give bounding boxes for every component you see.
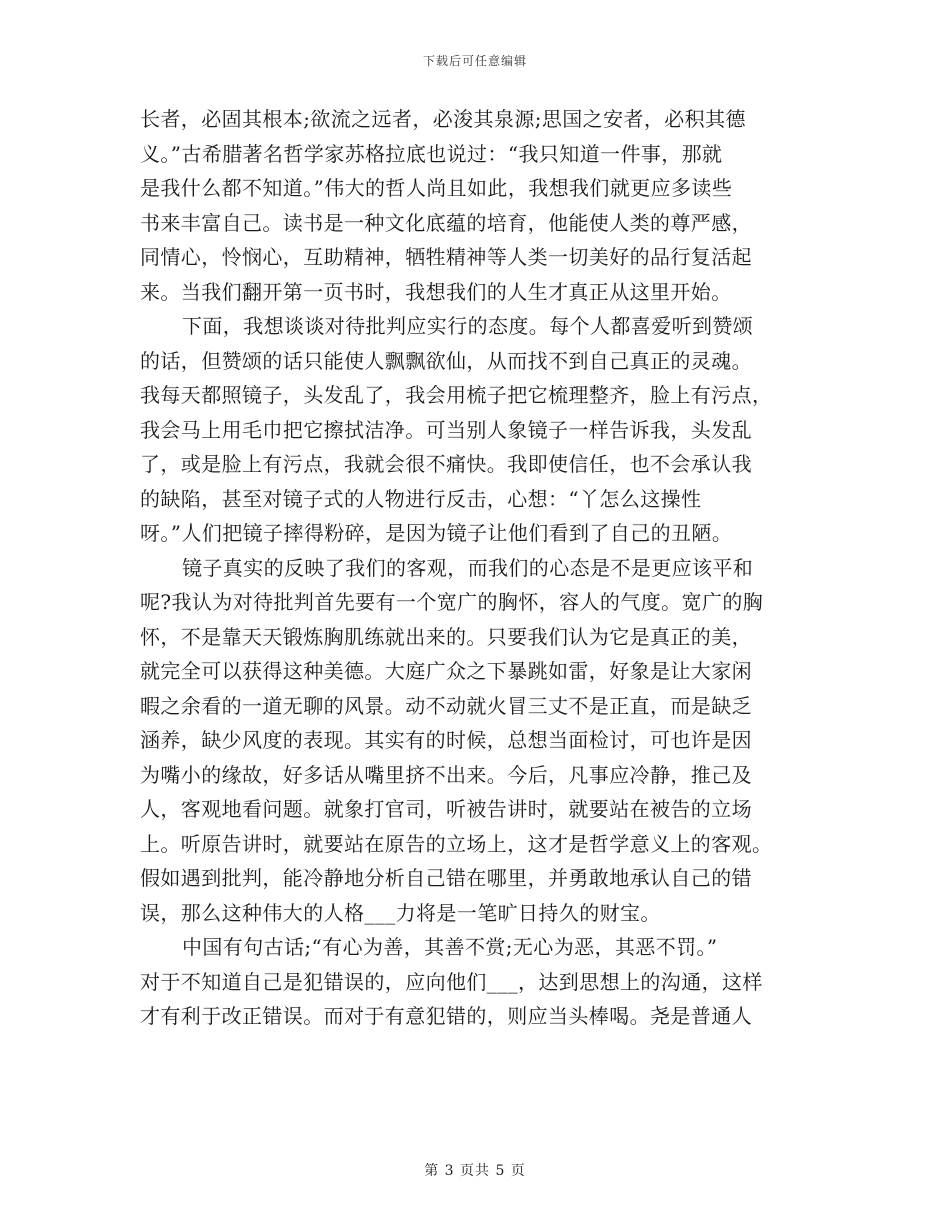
text-line: 才有利于改正错误。而对于有意犯错的，则应当头棒喝。尧是普通人 [140,1004,752,1028]
text-line: 上。听原告讲时，就要站在原告的立场上，这才是哲学意义上的客观。 [140,831,773,856]
text-line: 我每天都照镜子，头发乱了，我会用梳子把它梳理整齐，脸上有污点， [140,383,773,407]
text-line: 我会马上用毛巾把它擦拭洁净。可当别人象镜子一样告诉我，头发乱 [140,417,752,442]
text-line: 就完全可以获得这种美德。大庭广众之下暴跳如雷，好象是让大家闲 [140,659,752,683]
paragraph-start-line: 中国有句古话;“有心为善，其善不赏;无心为恶，其恶不罚。” [182,935,718,959]
text-line: 人，客观地看问题。就象打官司，听被告讲时，就要站在被告的立场 [140,797,752,821]
page-header: 下载后可任意编辑 [422,54,527,68]
paragraph-start-line: 下面，我想谈谈对待批判应实行的态度。每个人都喜爱听到赞颂 [182,314,754,338]
text-line: 的缺陷，甚至对镜子式的人物进行反击，心想：“丫怎么这操性 [140,486,702,511]
text-line: 对于不知道自己是犯错误的，应向他们___，达到思想上的沟通，这样 [140,969,763,994]
text-line: 了，或是脸上有污点，我就会很不痛快。我即使信任，也不会承认我 [140,452,752,476]
paragraph-start-line: 镜子真实的反映了我们的客观，而我们的心态是不是更应该平和 [182,555,754,580]
text-line: 是我什么都不知道。”伟大的哲人尚且如此，我想我们就更应多读些 [140,176,733,200]
text-line: 怀，不是靠天天锻炼胸肌练就出来的。只要我们认为它是真正的美， [140,624,752,649]
text-line: 的话，但赞颂的话只能使人飘飘欲仙，从而找不到自己真正的灵魂。 [140,348,752,373]
text-line: 误，那么这种伟大的人格___力将是一笔旷日持久的财宝。 [140,900,661,925]
document-body [140,102,820,1034]
text-line: 来。当我们翻开第一页书时，我想我们的人生才真正从这里开始。 [140,279,732,304]
text-line: 暇之余看的一道无聊的风景。动不动就火冒三丈不是正直，而是缺乏 [140,693,752,718]
page-number: 第 3 页共 5 页 [424,1163,526,1179]
text-line: 同情心，怜悯心，互助精神，牺牲精神等人类一切美好的品行复活起 [140,245,752,269]
text-line: 呀。”人们把镜子摔得粉碎，是因为镜子让他们看到了自己的丑陋。 [140,521,733,545]
text-line: 义。”古希腊著名哲学家苏格拉底也说过：“我只知道一件事，那就 [140,141,723,166]
text-line: 为嘴小的缘故，好多话从嘴里挤不出来。今后，凡事应冷静，推己及 [140,762,752,787]
text-line: 呢?我认为对待批判首先要有一个宽广的胸怀，容人的气度。宽广的胸 [140,590,764,614]
text-line: 假如遇到批判，能冷静地分析自己错在哪里，并勇敢地承认自己的错 [140,866,752,890]
text-line: 涵养，缺少风度的表现。其实有的时候，总想当面检讨，可也许是因 [140,728,752,752]
text-line: 书来丰富自己。读书是一种文化底蕴的培育，他能使人类的尊严感， [140,210,752,235]
text-line: 长者，必固其根本;欲流之远者，必浚其泉源;思国之安者，必积其德 [140,107,746,131]
